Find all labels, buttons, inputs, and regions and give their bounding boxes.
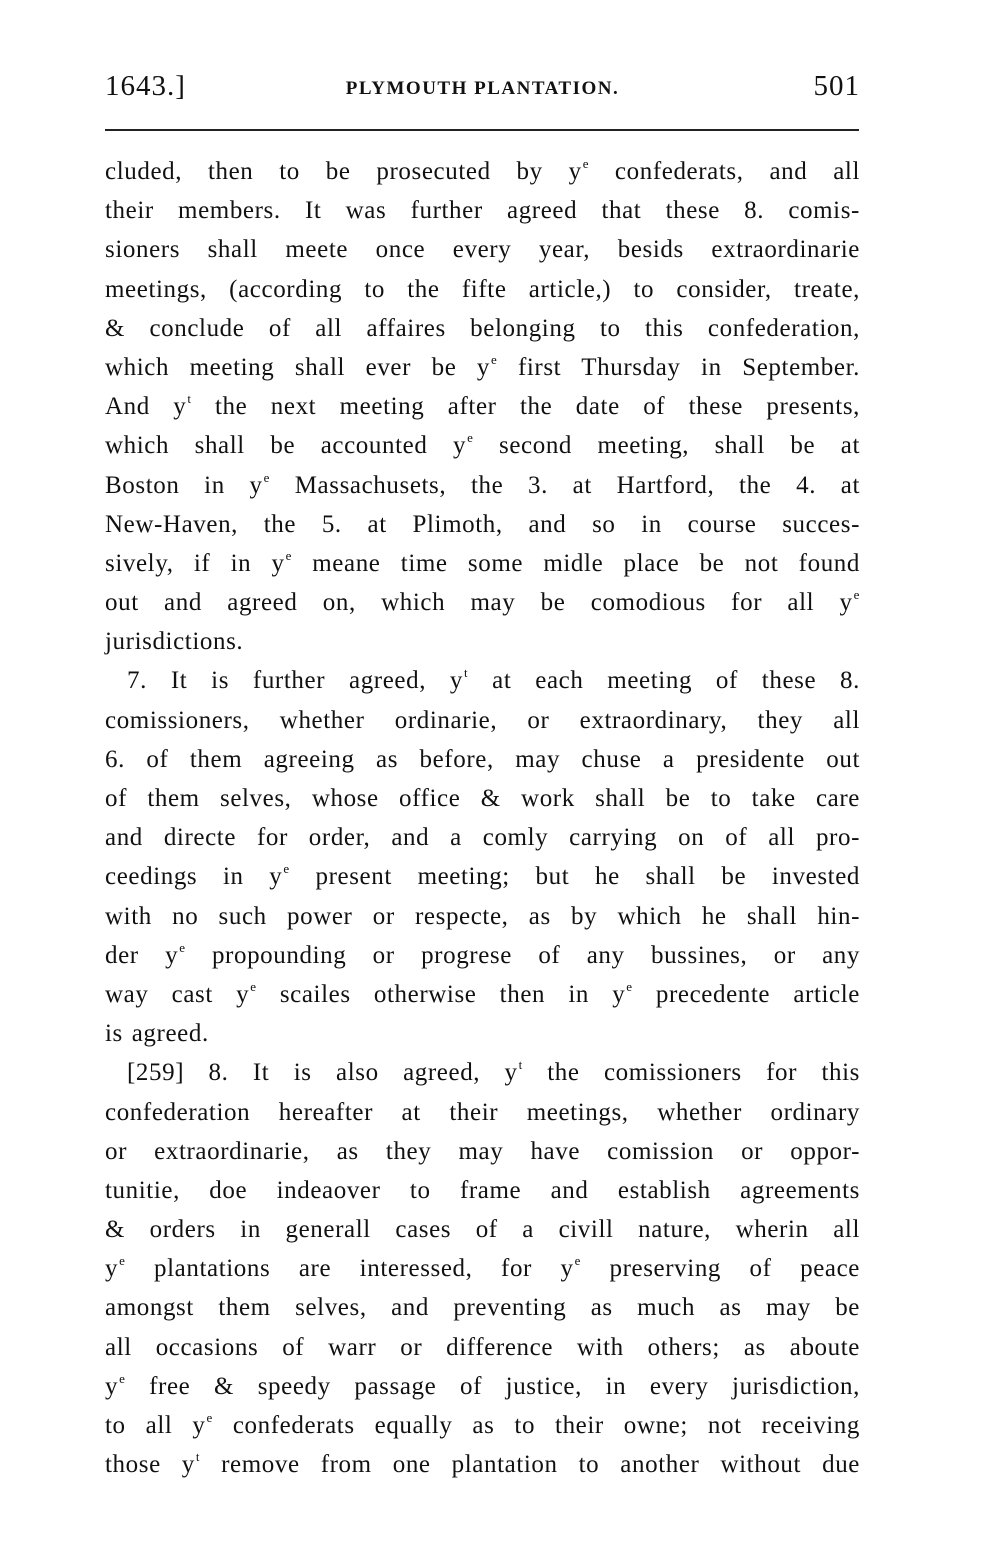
superscript-abbrev: e: [119, 1370, 126, 1386]
text-line: cluded, then to be prosecuted by $y^e$ confederats, and all: [105, 156, 860, 185]
superscript-abbrev: e: [179, 939, 186, 955]
text-line: tunitie, doe indeaover to frame and establish agreements: [105, 1176, 860, 1204]
superscript-abbrev: e: [283, 861, 290, 877]
text-line: their members. It was further agreed that these 8. comis-: [105, 197, 860, 225]
text-line: jurisdictions.: [105, 628, 244, 656]
superscript-abbrev: t: [518, 1057, 523, 1073]
superscript-abbrev: t: [195, 1449, 201, 1465]
superscript-abbrev: e: [491, 351, 498, 367]
text-line: New-Haven, the 5. at Plimoth, and so in course succes-: [105, 510, 860, 538]
text-line: which meeting shall ever be $y^e$ first Thursday in September.: [105, 351, 861, 381]
text-line: 7. It is further agreed, $y^t$ at each meeting of these 8.: [127, 665, 860, 695]
text-line: meetings, (according to the fifte article,) to consider, treate,: [105, 275, 860, 303]
text-line: & orders in generall cases of a civill nature, wherin all: [105, 1216, 860, 1244]
text-line: sioners shall meete once every year, besids extraordinarie: [105, 236, 860, 264]
text-line: amongst them selves, and preventing as much as may be: [105, 1294, 860, 1322]
superscript-abbrev: e: [250, 978, 257, 994]
text-line: with no such power or respecte, as by which he shall hin-: [105, 902, 860, 930]
text-line: out and agreed on, which may be comodious for all $y^e$: [105, 587, 860, 617]
superscript-abbrev: e: [626, 978, 633, 994]
superscript-abbrev: e: [467, 430, 474, 446]
text-line: or extraordinarie, as they may have comission or oppor-: [105, 1137, 860, 1165]
superscript-abbrev: t: [187, 391, 192, 407]
text-line: comissioners, whether ordinarie, or extraordinary, they all: [105, 706, 860, 734]
text-line: der $y^e$ propounding or progrese of any bussines, or any: [105, 939, 861, 969]
text-line: & conclude of all affaires belonging to this confederation,: [105, 314, 860, 342]
text-line: and directe for order, and a comly carrying on of all pro-: [105, 824, 860, 852]
text-line: to all $y^e$ confederats equally as to their owne; not receiving: [105, 1410, 861, 1439]
text-line: which shall be accounted $y^e$ second meeting, shall be at: [105, 430, 861, 460]
text-line: of them selves, whose office & work shall be to take care: [105, 785, 860, 812]
superscript-abbrev: e: [853, 587, 860, 603]
superscript-abbrev: e: [263, 469, 270, 485]
text-line: $y^e$ plantations are interessed, for $y^e$ preserving of peace: [105, 1253, 860, 1283]
page-body-text: [105, 152, 860, 1484]
superscript-abbrev: e: [119, 1253, 126, 1269]
running-header: [105, 70, 860, 110]
text-line: Boston in $y^e$ Massachusets, the 3. at Hartford, the 4. at: [105, 469, 860, 499]
header-rule: [105, 129, 859, 131]
text-line: [259] 8. It is also agreed, $y^t$ the comissioners for this: [127, 1057, 860, 1087]
text-line: $y^e$ free & speedy passage of justice, in every jurisdiction,: [105, 1370, 860, 1400]
text-line: confederation hereafter at their meetings, whether ordinary: [105, 1098, 860, 1126]
text-line: way cast $y^e$ scailes otherwise then in $y^e$ precedente article: [105, 978, 860, 1008]
superscript-abbrev: e: [582, 156, 590, 171]
superscript-abbrev: e: [574, 1253, 581, 1269]
text-line: And $y^t$ the next meeting after the date of these presents,: [105, 391, 860, 421]
superscript-abbrev: e: [285, 547, 292, 563]
text-line: sively, if in $y^e$ meane time some midle place be not found: [105, 547, 861, 577]
header-year: 1643.]: [105, 70, 186, 102]
superscript-abbrev: t: [464, 665, 469, 681]
text-line: ceedings in $y^e$ present meeting; but he shall be invested: [105, 861, 860, 891]
superscript-abbrev: e: [206, 1410, 213, 1425]
page-number: 501: [813, 70, 860, 102]
header-title: PLYMOUTH PLANTATION.: [345, 78, 620, 99]
text-line: 6. of them agreeing as before, may chuse a presidente out: [105, 745, 860, 773]
text-line: all occasions of warr or difference with others; as aboute: [105, 1333, 860, 1361]
text-line: is agreed.: [105, 1020, 209, 1048]
text-line: those $y^t$ remove from one plantation to another without due: [105, 1449, 860, 1479]
